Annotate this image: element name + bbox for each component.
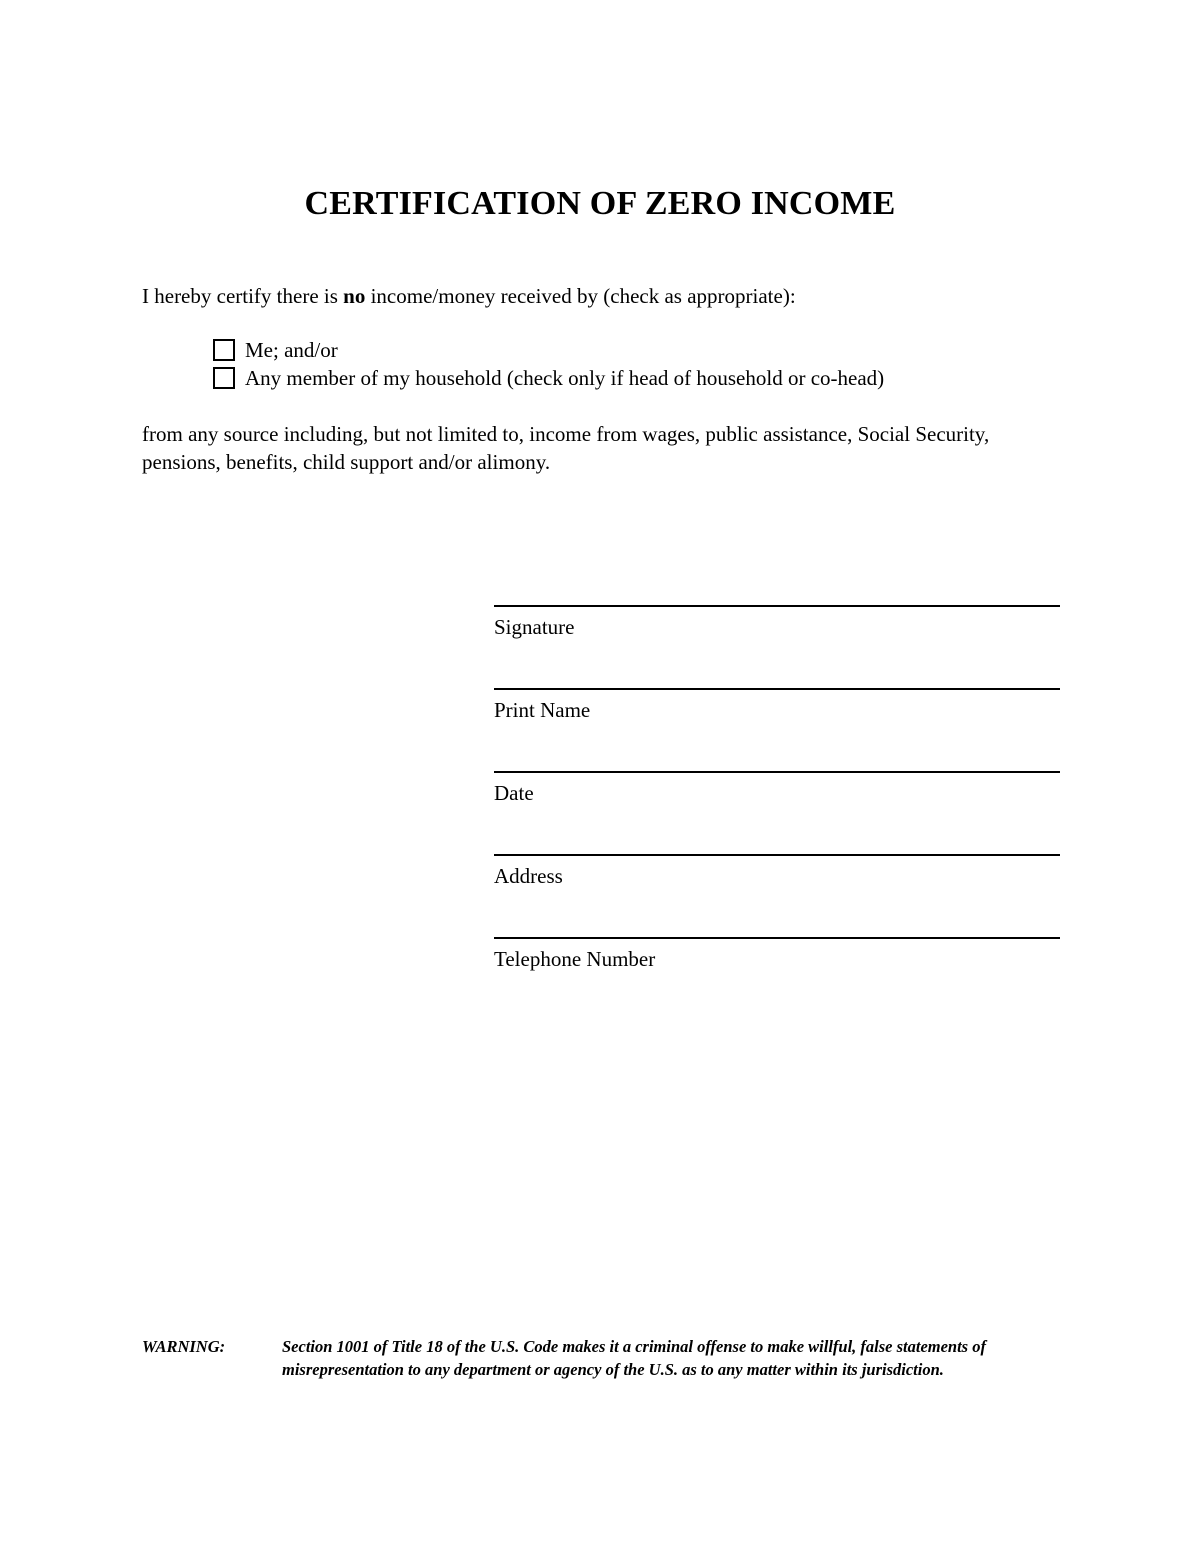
telephone-field [494,937,1060,973]
address-field [494,854,1060,890]
address-label: Address [494,864,563,888]
telephone-line[interactable] [494,937,1060,939]
page-title: CERTIFICATION OF ZERO INCOME [304,185,896,222]
print-name-field [494,688,1060,724]
option-household-member[interactable] [213,364,884,392]
warning-label: WARNING: [142,1337,226,1356]
warning-text: Section 1001 of Title 18 of the U.S. Code makes it a criminal offense to make willful, false statements of misrepresentation to any department or agency of the U.S. as to any matter within its jurisdiction. [282,1337,986,1379]
intro-emphasis: no [343,284,366,308]
print-name-line[interactable] [494,688,1060,690]
signature-label: Signature [494,615,575,639]
date-line[interactable] [494,771,1060,773]
income-sources-paragraph: from any source including, but not limited to, income from wages, public assistance, Social Security, pensions, benefits, child support and/or alimony. [142,422,990,474]
print-name-label: Print Name [494,698,591,722]
signature-line[interactable] [494,605,1060,607]
date-label: Date [494,781,534,805]
checkbox-household-member[interactable] [213,367,235,389]
option-household-member-label: Any member of my household (check only if head of household or co-head) [245,365,885,390]
option-me-label: Me; and/or [245,337,338,362]
intro-text-before: I hereby certify there is [142,284,344,308]
signature-field [494,605,1060,641]
telephone-label: Telephone Number [494,947,656,971]
date-field [494,771,1060,807]
certification-statement [142,282,796,310]
address-line[interactable] [494,854,1060,856]
option-me[interactable] [213,336,338,364]
intro-text-after: income/money received by (check as appropriate): [365,284,796,308]
checkbox-me[interactable] [213,339,235,361]
